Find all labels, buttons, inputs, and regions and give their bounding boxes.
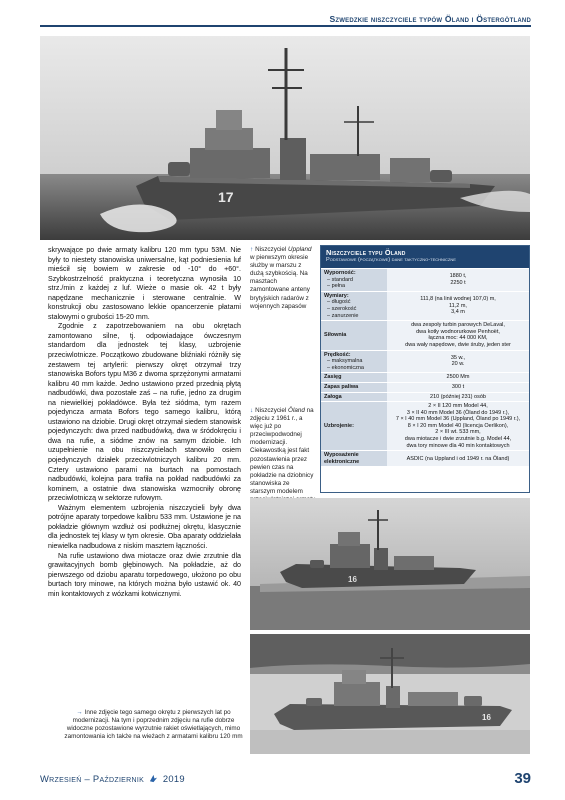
magazine-logo-icon [149, 774, 158, 783]
body-paragraph: Zgodnie z zapotrzebowaniem na obu okrętach zamontowano silne, tj. odpowiadające ówczesnym standardom dla jednostek tej klasy, uzbrojenie przeciwlotnicze. Początkowo zbudowane bliźniaki różniły się zestawem tej artylerii: pierwszy okręt otrzymał trzy stanowiska Bofors typu M36 z dwoma sprzężonymi armatami kalibru 40 mm każde. Jedno ustawiono przed przednią płytą nadbudówki, dwa pozostałe zaś – na rufie, jedno za drugim na niewielkiej pokładówce. Była też siódma, tym razem pojedyncza armata Bofors tego samego kalibru, którą ustawiono na dziobie. Drugi okręt otrzymał siedem stanowisk pojedynczych: dwa przed nadbudówką, dwa w śródokręciu i dwa na rufie, a siódme znów na samym dziobie. Ich uzupełnienie na obu niszczycielach stanowiło osiem pojedynczych działek przeciwlotniczych kalibru 20 mm. Cztery ustawiono parami na burtach na pomostach nadbudówki, kolejna para trafiła na pokład nadbudówki za kominem, a ostatnie dwa stanowiska wzmocniły obronę przeciwlotniczą w sektorze rufowym. [48, 322, 241, 503]
spec-label: Zasięg [321, 373, 387, 383]
footer-year: 2019 [162, 773, 185, 784]
body-paragraph: Ważnym elementem uzbrojenia niszczycieli były dwa potrójne aparaty torpedowe kalibru 533 mm. Ustawione je na pokładzie głównym wzdłuż osi podłużnej okrętu, klasycznie dla jednostek tej klasy w tym okresie. Oba aparaty oddzielała niewielka nadbudowa z niskim masztem łączności. [48, 503, 241, 550]
spec-value: ASDIC (na Uppland i od 1949 r. na Öland) [387, 451, 529, 467]
hull-number-bottom: 16 [482, 713, 491, 722]
spec-sublabel: – pełna [327, 283, 346, 290]
hull-number-middle: 16 [348, 575, 357, 584]
spec-table-header [321, 246, 529, 268]
footer-issue-months: Wrzesień – Październik [40, 773, 145, 784]
spec-row [321, 350, 529, 373]
hull-number-top: 17 [218, 189, 234, 205]
spec-label: Wymiary: – długość – szerokość – zanurzenie [321, 291, 387, 320]
page-header-title: Szwedzkie niszczyciele typów Öland i Östergötland [329, 14, 531, 24]
spec-sublabel: – ekonomiczna [327, 364, 364, 371]
spec-label: Zapas paliwa [321, 382, 387, 392]
spec-label: Wyporność: – standard – pełna [321, 269, 387, 292]
spec-sublabel: – szerokość [327, 305, 357, 312]
spec-row [321, 373, 529, 383]
spec-row [321, 321, 529, 350]
caption-uppland: ↑ Niszczyciel Uppland w pierwszym okresie służby w marszu z dużą szybkością. Na masztach zamontowane anteny brytyjskich radarów z wojennych zapasów [250, 246, 312, 310]
caption-oland-1961: ↓ Niszczyciel Öland na zdjęciu z 1961 r., a więc już po przeciwpodwodnej modernizacji. Ciekawostką jest fakt pozostawienia przez pewien czas na pokładzie na dziobnicy stanowiska ze starszym modelem [250, 407, 314, 495]
spec-table [320, 245, 530, 493]
spec-value: 35 w., 20 w. [387, 350, 529, 373]
spec-table-body [321, 268, 529, 466]
header-rule [40, 25, 531, 27]
arrow-right-icon: → [76, 709, 83, 716]
article-body [48, 246, 241, 706]
photo-uppland-at-speed [40, 36, 530, 240]
spec-row [321, 269, 529, 292]
arrow-up-icon: ↑ [250, 246, 254, 253]
spec-value: 2500 Mm [387, 373, 529, 383]
spec-value: 210 (później 231) osób [387, 392, 529, 402]
spec-label: Załoga [321, 392, 387, 402]
body-paragraph: skrywające po dwie armaty kalibru 120 mm typu 53M. Nie były to niestety stanowiska uniwersalne, kąt podniesienia luf mieścił się bowiem w zakresie od -10° do +60°. Szybkostrzelność praktyczna i teoretyczna wynosiła 10 strz./min z każdej z luf. Wieże o masie ok. 42 t były napędzane mechanicznie i sterowane centralnie. W konstrukcji obu zastosowano lekkie opancerzenie płatami stalowymi o grubości 15-20 mm. [48, 246, 241, 321]
spec-row [321, 392, 529, 402]
page-number: 39 [514, 770, 531, 787]
spec-table-subtitle: Podstawowe (początkowe) dane taktyczno-techniczne [326, 257, 456, 263]
spec-row [321, 402, 529, 451]
spec-value: 1880 t, 2250 t [387, 269, 529, 292]
body-paragraph: Na rufie ustawiono dwa miotacze oraz dwie zrzutnie dla grawitacyjnych bomb głębinowych. Na pokładzie, aż do pierwszego od dziobu aparatu torpedowego, ułożono po obu burtach tory minowe, na których można było ustawić ok. 40 min kontaktowych z wózkami kotwicznymi. [48, 551, 241, 598]
spec-sublabel: – standard [327, 276, 353, 283]
spec-label: Uzbrojenie: [321, 402, 387, 451]
spec-label: Siłownia [321, 321, 387, 350]
spec-value: 111,8 (na linii wodnej 107,0) m, 11,2 m, 3,4 m [387, 291, 529, 320]
footer-issue [40, 773, 185, 784]
arrow-down-icon: ↓ [250, 407, 254, 414]
spec-row [321, 382, 529, 392]
caption-modernization: → Inne zdjęcie tego samego okrętu z pierwszych lat po modernizacji. Na tym i poprzednim zdjęciu na rufie dobrze widoczne pozostawione wyrzutnie rakiet oświetlających, mimo zamontowania ich także na wieżach z armatami kalibru 120 mm [64, 709, 243, 741]
spec-row [321, 451, 529, 467]
spec-label: Wyposażenie elektroniczne [321, 451, 387, 467]
spec-label: Prędkość: – maksymalna – ekonomiczna [321, 350, 387, 373]
spec-row [321, 291, 529, 320]
spec-value: dwa zespoły turbin parowych DeLaval, dwa kotły wodnorurkowe Penhoët, łączna moc: 44 000 KM, dwa wały napędowe, dwie śruby, jeden ster [387, 321, 529, 350]
spec-value: 300 t [387, 382, 529, 392]
photo-oland-1961 [250, 498, 530, 630]
spec-table-title: Niszczyciele typu Öland [326, 248, 406, 257]
spec-sublabel: – długość [327, 299, 351, 306]
photo-oland-after-modernization [250, 634, 530, 754]
spec-value: 2 × II 120 mm Model 44, 3 × II 40 mm Model 36 (Öland do 1949 r.), 7 × I 40 mm Model 36 (Uppland, Öland po 1949 r.), 8 × I 20 mm Model 40 (licencja Oerlikon), 2 × III wt. 533 mm, dwa miotacze i dwie zrzutnie b.g. Model 44, dwa tory minowe dla 40 min kontaktowych [387, 402, 529, 451]
spec-sublabel: – zanurzenie [327, 312, 359, 319]
spec-sublabel: – maksymalna [327, 358, 363, 365]
